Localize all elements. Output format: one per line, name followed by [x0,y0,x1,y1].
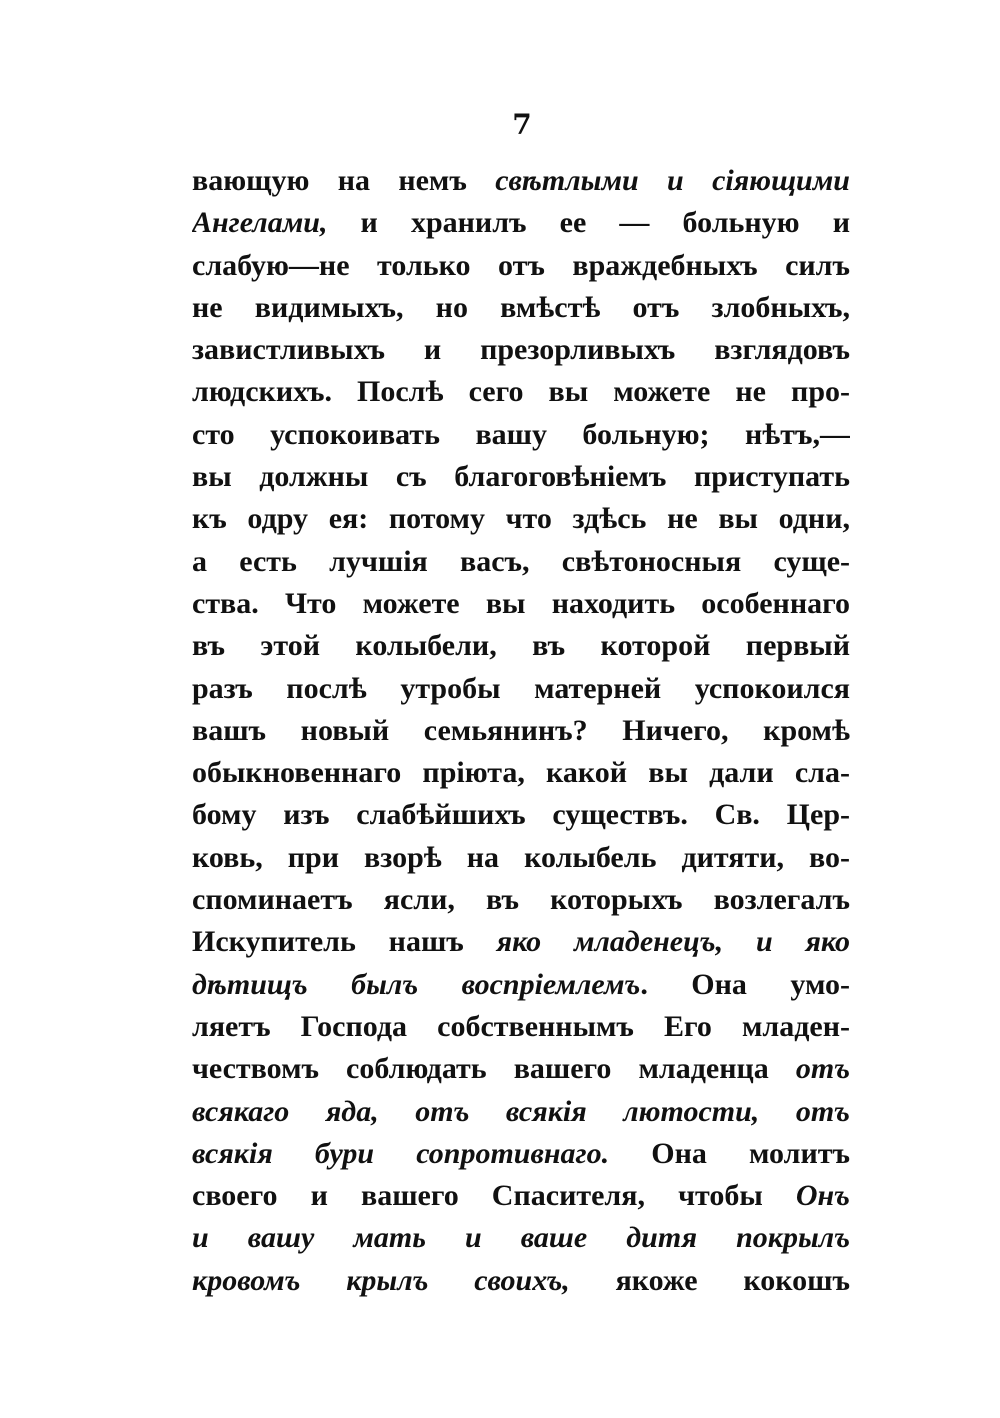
text-segment: слабую—не только отъ враждебныхъ силъ [192,248,850,282]
text-segment: не видимыхъ, но вмѣстѣ отъ злобныхъ, [192,290,850,324]
text-line [192,879,850,921]
text-segment: Искупитель нашъ [192,925,497,959]
text-line [192,1091,850,1133]
text-line [192,1260,850,1302]
text-line [192,1048,850,1090]
text-segment: якоже кокошъ [569,1263,850,1297]
text-segment: чествомъ соблюдать вашего младенца [192,1052,796,1086]
text-segment: разъ послѣ утробы матерней успокоился [192,671,850,705]
text-line [192,710,850,752]
text-line [192,456,850,498]
text-line [192,794,850,836]
text-line [192,964,850,1006]
text-segment: ства. Что можете вы находить особеннаго [192,586,850,620]
text-segment: а есть лучшія васъ, свѣтоносныя суще- [192,544,850,578]
text-segment: Она молитъ [609,1136,850,1170]
italic-text-segment: дѣтищъ былъ воспріемлемъ [192,967,641,1001]
text-line [192,202,850,244]
text-segment: сто успокоивать вашу больную; нѣтъ,— [192,417,850,451]
text-segment: вающую на немъ [192,164,496,197]
text-line [192,1175,850,1217]
body-text [192,160,850,1302]
text-line [192,245,850,287]
text-line [192,498,850,540]
italic-text-segment: и вашу мать и ваше дитя покрылъ [192,1221,850,1255]
text-line [192,414,850,456]
text-segment: завистливыхъ и презорливыхъ взглядовъ [192,333,850,367]
italic-text-segment: отъ [795,1052,850,1086]
text-segment: къ одру ея: потому что здѣсь не вы одни, [192,502,850,536]
text-segment: вы должны съ благоговѣніемъ приступать [192,460,850,494]
text-segment: вашъ новый семьянинъ? Ничего, кромѣ [192,713,850,747]
italic-text-segment: яко младенецъ, и яко [496,925,850,959]
italic-text-segment: Ангелами, [192,206,328,240]
text-segment: и хранилъ ее — больную и [327,206,850,240]
text-line [192,160,850,202]
text-segment: ковь, при взорѣ на колыбель дитяти, во- [192,840,850,874]
text-line [192,541,850,583]
text-segment: ляетъ Господа собственнымъ Его младен- [192,1009,850,1043]
text-segment: въ этой колыбели, въ которой первый [192,629,850,663]
italic-text-segment: Онъ [795,1179,850,1213]
text-line [192,287,850,329]
text-line [192,1006,850,1048]
italic-text-segment: кровомъ крылъ своихъ, [192,1263,570,1297]
text-line [192,583,850,625]
text-segment: споминаетъ ясли, въ которыхъ возлегалъ [192,883,850,917]
text-line [192,837,850,879]
text-line [192,752,850,794]
text-line [192,371,850,413]
italic-text-segment: всякаго яда, отъ всякія лютости, отъ [192,1094,850,1128]
text-line [192,1217,850,1259]
text-line [192,625,850,667]
text-line [192,668,850,710]
page-number: 7 [512,108,532,141]
text-segment: обыкновеннаго пріюта, какой вы дали сла- [192,756,850,790]
text-segment: людскихъ. Послѣ сего вы можете не про- [192,375,850,409]
italic-text-segment: всякія бури сопротивнаго. [192,1136,610,1170]
text-line [192,329,850,371]
text-segment: своего и вашего Спасителя, чтобы [192,1179,796,1213]
italic-text-segment: свѣтлыми и сіяющими [495,164,850,197]
text-segment: . Она умо- [640,967,850,1001]
text-line [192,921,850,963]
text-line [192,1133,850,1175]
text-segment: бому изъ слабѣйшихъ существъ. Св. Цер- [192,798,850,832]
